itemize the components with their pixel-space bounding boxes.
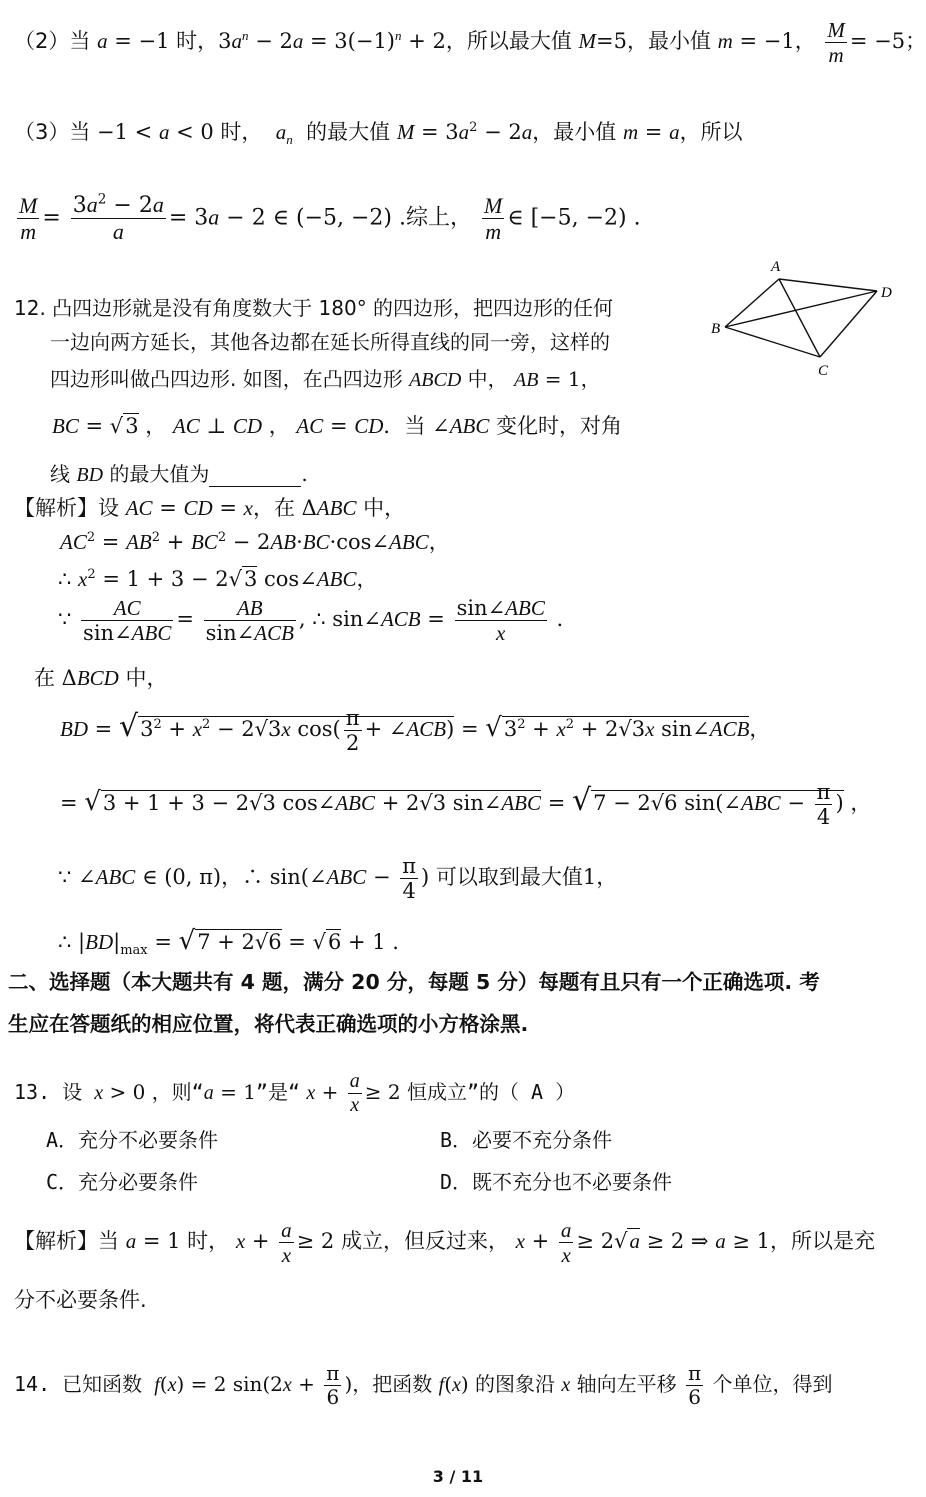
q12-line5: 线 BD 的最大值为 . [50, 462, 308, 486]
q12-line2: 一边向两方延长，其他各边都在延长所得直线的同一旁，这样的 [50, 330, 610, 354]
q13-option-a: A．充分不必要条件 [46, 1128, 219, 1152]
section2-line1: 二、选择题（本大题共有 4 题，满分 20 分，每题 5 分）每题有且只有一个正确选项. 考 [8, 970, 820, 994]
figure-label-b: B [711, 321, 721, 337]
sol11-part2-line: （2）当 a = −1 时，$3a^n - 2a = 3(-1)^n + 2$，所以最大值 M=5，最小值 m = −1， $\frac{M}{m}$ = −5； [14, 18, 926, 68]
quadrilateral-figure [705, 255, 905, 385]
sol12-line8: ∵ ∠ABC ∈ (0, π)，∴ sin(∠ABC − $\frac{\pi}{4}$ ) 可以取到最大值1， [58, 854, 618, 904]
sol12-line1: 【解析】设 AC = CD = x，在 ΔABC 中， [14, 496, 406, 520]
answer-blank [209, 462, 301, 487]
figure-label-d: D [881, 285, 892, 301]
sol11-part3-line: （3）当 −1 < a < 0 时， $a_n$ 的最大值 $M = 3a^2 - 2a$，最小值 m = a，所以 [14, 120, 743, 148]
q13-option-c: C．充分必要条件 [46, 1170, 199, 1194]
sol12-line6: BD = $√3^2 + x^2 - 2√3x$ cos( $\frac{\pi}{2}$ + ∠ACB) = $√3^2 + x^2 + 2√3x$ sin∠ACB， [60, 706, 771, 756]
q12-line3: 四边形叫做凸四边形. 如图，在凸四边形 ABCD 中， AB = 1， [50, 367, 601, 391]
section2-line2: 生应在答题纸的相应位置，将代表正确选项的小方格涂黑. [8, 1012, 529, 1036]
figure-label-c: C [818, 363, 829, 379]
q12-line1: 12. 凸四边形就是没有角度数大于 180° 的四边形，把四边形的任何 [14, 296, 614, 320]
sol12-line9: ∴ $|BD|_{max} = √7 + 2√6 = √6 + 1$ . [58, 926, 399, 959]
sol12-line7: = √3 + 1 + 3 − 2√3 cos∠ABC + 2√3 sin∠ABC = √7 − 2√6 sin(∠ABC − $\frac{\pi}{4}$ ) ， [60, 780, 872, 830]
sol12-line4: ∵ AC sin∠ABC = AB sin∠ACB , ∴ sin∠ACB = sin∠ABC x . [58, 596, 564, 646]
q13-stem: 13. 设 x > 0 ，则“a = 1”是“ x + $\frac{a}{x}$ ≥ 2 恒成立”的（ A ） [14, 1070, 576, 1116]
sol12-line2: $AC^2 = AB^2 + BC^2$ − 2AB·BC·cos∠ABC， [60, 530, 450, 554]
page-number: 3 / 11 [432, 1467, 484, 1486]
q14-stem: 14. 已知函数 f(x) = 2 sin(2x + $\frac{\pi}{6}$ )，把函数 f(x) 的图象沿 x 轴向左平移 $\frac{\pi}{6}$ 个单位，得到 [14, 1361, 833, 1409]
q13-option-d: D．既不充分也不必要条件 [440, 1170, 673, 1194]
q13-sol-line2: 分不必要条件. [14, 1288, 147, 1312]
sol11-part3-formula: $\frac{M}{m}$ = $\frac{3a^2 - 2a}{a}$ = 3a − 2 ∈ (−5, −2) .综上， $\frac{M}{m}$ ∈ [−5, −2) . [19, 191, 641, 245]
figure-label-a: A [771, 259, 781, 275]
sol12-line3: ∴ $x^2 = 1 + 3 - 2√3$ cos∠ABC， [58, 567, 378, 591]
sol12-line5: 在 ΔBCD 中， [34, 666, 168, 690]
q12-line4: BC = √3 ， AC ⊥ CD ， AC = CD．当 ∠ABC 变化时，对角 [52, 414, 623, 438]
q13-option-b: B．必要不充分条件 [440, 1128, 613, 1152]
q13-sol-line1: 【解析】当 a = 1 时， x + $\frac{a}{x}$ ≥ 2 成立，但反过来， x + $\frac{a}{x}$ ≥ 2√a ≥ 2 ⇒ a ≥ 1，所以是充 [14, 1218, 876, 1268]
